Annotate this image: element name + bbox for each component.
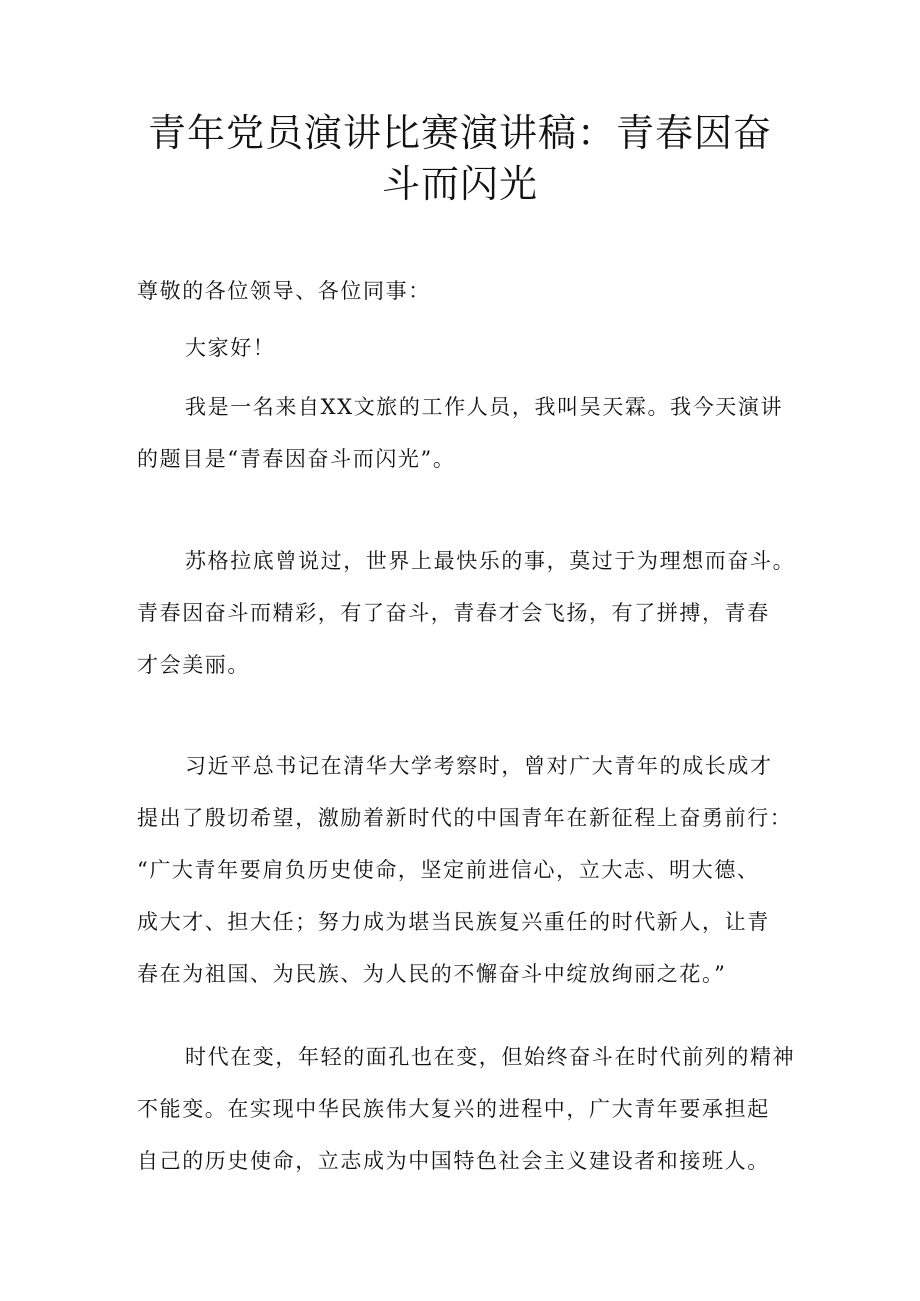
paragraph-era	[137, 1031, 807, 1187]
paragraph-socrates	[137, 535, 807, 691]
paragraph-line: 苏格拉底曾说过，世界上最快乐的事，莫过于为理想而奋斗。	[185, 549, 796, 573]
paragraph-line: 我是一名来自XX文旅的工作人员，我叫吴天霖。我今天演讲	[185, 395, 784, 419]
paragraph-line: 青春因奋斗而精彩，有了奋斗，青春才会飞扬，有了拼搏，青春	[137, 601, 770, 625]
salutation-text: 尊敬的各位领导、各位同事：	[137, 279, 431, 303]
title-line-2: 斗而闪光	[381, 162, 538, 206]
paragraph-line: 习近平总书记在清华大学考察时，曾对广大青年的成长成才	[185, 754, 773, 778]
document-title	[140, 108, 780, 210]
salutation	[137, 265, 807, 317]
paragraph-line: 春在为祖国、为民族、为人民的不懈奋斗中绽放绚丽之花。”	[137, 962, 727, 986]
paragraph-line: 不能变。在实现中华民族伟大复兴的进程中，广大青年要承担起	[137, 1097, 770, 1121]
title-line-1: 青年党员演讲比赛演讲稿：青春因奋	[147, 111, 772, 155]
paragraph-line: 时代在变，年轻的面孔也在变，但始终奋斗在时代前列的精神	[185, 1045, 796, 1069]
greeting	[137, 322, 807, 374]
greeting-text: 大家好！	[185, 336, 276, 360]
paragraph-quote	[137, 740, 807, 1000]
paragraph-intro	[137, 381, 807, 485]
paragraph-line: 成大才、担大任；努力成为堪当民族复兴重任的时代新人，让青	[137, 910, 770, 934]
paragraph-line: 自己的历史使命，立志成为中国特色社会主义建设者和接班人。	[137, 1149, 770, 1173]
paragraph-line: 提出了殷切希望，激励着新时代的中国青年在新征程上奋勇前行：	[137, 806, 793, 830]
paragraph-line: 的题目是“青春因奋斗而闪光”。	[137, 447, 456, 471]
paragraph-line: 才会美丽。	[137, 653, 250, 677]
paragraph-line: “广大青年要肩负历史使命，坚定前进信心，立大志、明大德、	[137, 858, 760, 882]
